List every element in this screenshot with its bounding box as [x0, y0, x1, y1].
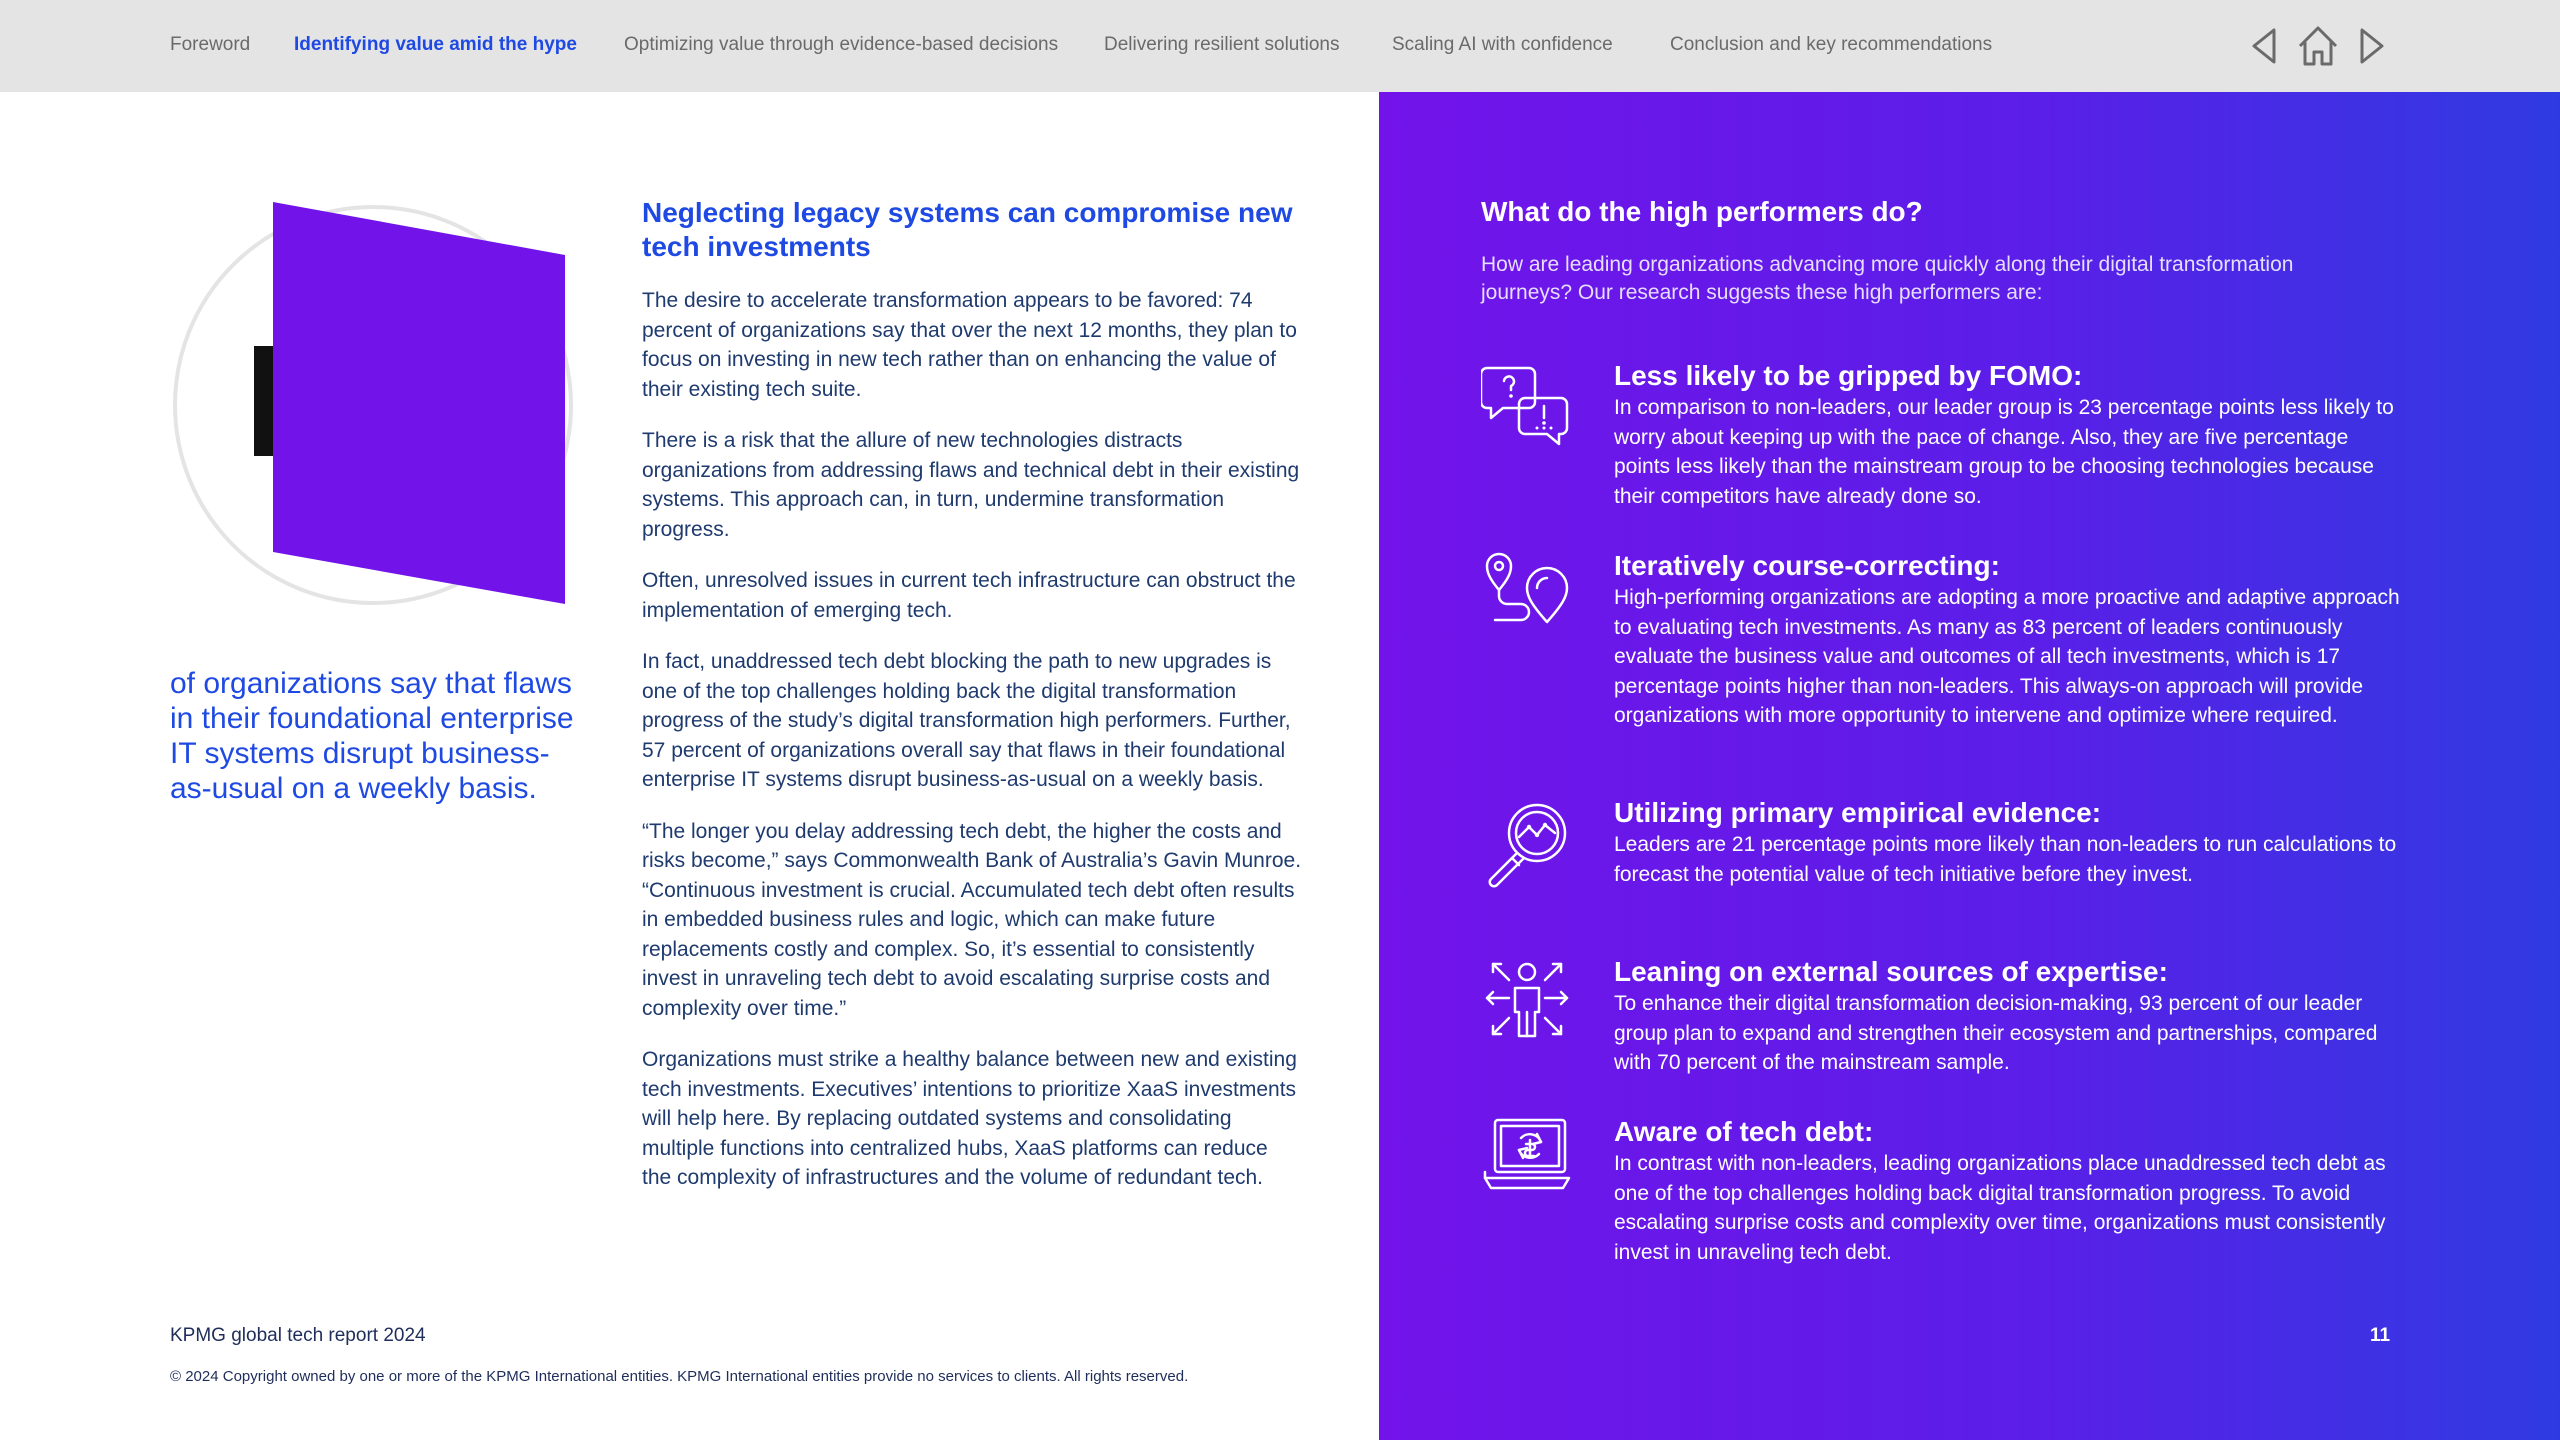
performer-body: Leaders are 21 percentage points more likely than non-leaders to run calculations to forecast the potential value of tech initiative before they invest. [1614, 833, 2397, 886]
nav-tab-delivering-resilient[interactable]: Delivering resilient solutions [1104, 34, 1340, 55]
magnifier-chart-icon [1481, 797, 1573, 889]
performer-title: Utilizing primary empirical evidence: [1614, 797, 2102, 828]
performer-title: Leaning on external sources of expertise: [1614, 956, 2168, 987]
nav-tab-conclusion[interactable]: Conclusion and key recommendations [1670, 34, 1993, 55]
nav-tab-foreword[interactable]: Foreword [170, 34, 251, 55]
article-paragraph: There is a risk that the allure of new technologies distracts organizations from addressing flaws and technical debt in their existing systems. This approach can, in turn, undermine transformation progress. [642, 429, 1300, 541]
nav-tab-scaling-ai[interactable]: Scaling AI with confidence [1392, 34, 1613, 55]
article-paragraph: In fact, unaddressed tech debt blocking the path to new upgrades is one of the top challenges holding back the digital transformation progress of the study’s digital transformation high performers. Further, 57 percent of organizations overall say that flaws in their foundational enterprise IT systems disrupt business-as-usual on a weekly basis. [642, 650, 1291, 791]
performer-title: Iteratively course-correcting: [1614, 550, 2000, 581]
page-number: 11 [2370, 1325, 2391, 1346]
performer-body: To enhance their digital transformation decision-making, 93 percent of our leader group plan to expand and strengthen their ecosystem and partnerships, compared with 70 percent of the mainstream sample. [1614, 992, 2378, 1074]
stat-graphic [168, 200, 578, 610]
article-paragraph: Organizations must strike a healthy balance between new and existing tech investments. Executives’ intentions to prioritize XaaS investments will help here. By replacing outdated systems and consolidating multiple functions into centralized hubs, XaaS platforms can reduce the complexity of infrastructures and the volume of redundant tech. [642, 1048, 1297, 1189]
performer-title: Less likely to be gripped by FOMO: [1614, 360, 2083, 391]
person-arrows-icon [1481, 956, 1573, 1048]
next-icon[interactable] [2356, 22, 2388, 70]
performer-body: In contrast with non-leaders, leading organizations place unaddressed tech debt as one of the top challenges holding back digital transformation progress. To avoid escalating surprise costs and complexity over time, organizations must consistently invest in unraveling tech debt. [1614, 1152, 2386, 1264]
nav-tab-identifying-value[interactable]: Identifying value amid the hype [294, 34, 577, 55]
stat-caption: of organizations say that flaws in their foundational enterprise IT systems disrupt business-as-usual on a weekly basis. [170, 667, 574, 805]
laptop-refresh-icon [1481, 1116, 1573, 1208]
performer-body: In comparison to non-leaders, our leader group is 23 percentage points less likely to worry about keeping up with the pace of change. Also, they are five percentage points less likely than the mainstream group to be choosing technologies because their competitors have already done so. [1614, 396, 2394, 508]
nav-tab-optimizing-value[interactable]: Optimizing value through evidence-based decisions [624, 34, 1059, 55]
article-quote-paragraph: “The longer you delay addressing tech debt, the higher the costs and risks become,” says Commonwealth Bank of Australia’s Gavin Munroe. “Continuous investment is crucial. Accumulated tech debt often results in embedded business rules and logic, which can make future replacements costly and complex. So, it’s essential to consistently invest in unraveling tech debt to avoid escalating surprise costs and complexity over time.” [642, 819, 1302, 1020]
footer-copyright: © 2024 Copyright owned by one or more of the KPMG International entities. KPMG International entities provide no services to clients. All rights reserved. [170, 1368, 1189, 1385]
footer-report-title: KPMG global tech report 2024 [170, 1325, 426, 1346]
article-heading: Neglecting legacy systems can compromise new tech investments [642, 197, 1293, 262]
route-pins-icon [1481, 550, 1573, 642]
performer-title: Aware of tech debt: [1614, 1116, 1874, 1147]
top-navigation-bar [0, 0, 2560, 92]
previous-icon[interactable] [2248, 22, 2280, 70]
performer-body: High-performing organizations are adopting a more proactive and adaptive approach to evaluating tech investments. As many as 83 percent of leaders continuously evaluate the business value and outcomes of all tech investments, which is 17 percentage points higher than non-leaders. This always-on approach will provide organizations with more opportunity to intervene and optimize where required. [1614, 586, 2400, 727]
article-body [642, 286, 1302, 1215]
chat-bubbles-icon [1481, 360, 1573, 452]
article-paragraph: Often, unresolved issues in current tech infrastructure can obstruct the implementation of emerging tech. [642, 569, 1296, 622]
high-performers-heading: What do the high performers do? [1481, 196, 1923, 227]
article-paragraph: The desire to accelerate transformation appears to be favored: 74 percent of organizations say that over the next 12 months, they plan to focus on investing in new tech rather than on enhancing the value of their existing tech suite. [642, 289, 1297, 401]
high-performers-intro: How are leading organizations advancing more quickly along their digital transformation journeys? Our research suggests these high performers are: [1481, 253, 2294, 304]
home-icon[interactable] [2296, 22, 2340, 70]
